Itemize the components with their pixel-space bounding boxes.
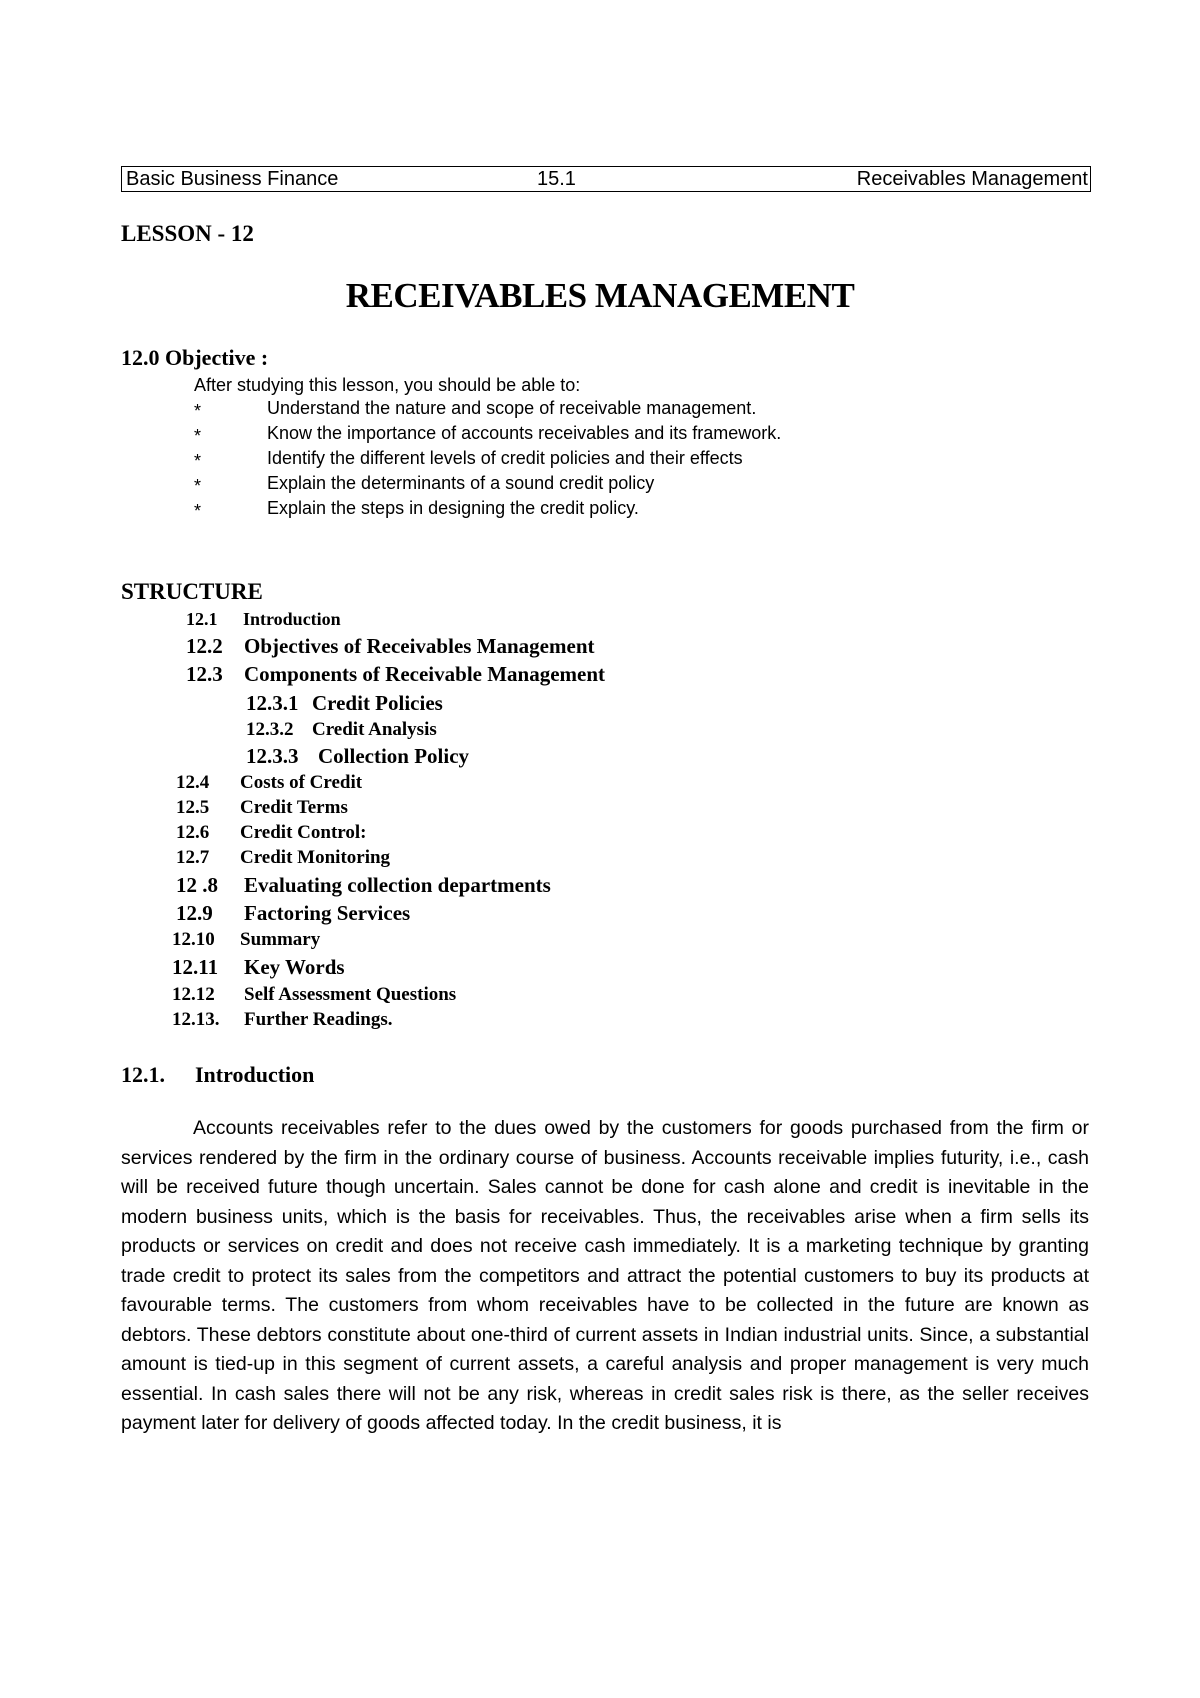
toc-label: Summary (240, 929, 321, 950)
toc-label: Key Words (244, 955, 345, 979)
bullet: * (194, 451, 202, 471)
toc-label: Introduction (243, 609, 341, 629)
objective-text: Explain the determinants of a sound credit policy (267, 473, 655, 493)
toc-number: 12.6 (176, 822, 210, 843)
toc-label: Components of Receivable Management (244, 662, 606, 686)
header-chapter: Receivables Management (856, 168, 1088, 190)
toc-label: Credit Analysis (312, 719, 437, 740)
header-page-number: 15.1 (537, 168, 576, 190)
bullet: * (194, 401, 202, 421)
introduction-heading (121, 1062, 315, 1088)
toc-number: 12.2 (186, 634, 223, 658)
toc-label: Credit Monitoring (240, 847, 391, 868)
toc-label: Collection Policy (318, 744, 470, 768)
objective-heading: 12.0 Objective : (121, 345, 269, 370)
toc-label: Further Readings. (244, 1009, 393, 1030)
toc-number: 12 .8 (176, 873, 218, 897)
objective-text: Identify the different levels of credit policies and their effects (267, 448, 743, 468)
toc-label: Factoring Services (244, 901, 411, 925)
toc-number: 12.3.2 (246, 719, 294, 740)
objective-text: Know the importance of accounts receivables and its framework. (267, 423, 782, 443)
structure-heading: STRUCTURE (121, 579, 263, 604)
objective-intro: After studying this lesson, you should be able to: (194, 375, 581, 395)
page-title: RECEIVABLES MANAGEMENT (345, 276, 855, 315)
toc-number: 12.3.1 (246, 691, 299, 715)
running-header (121, 166, 1091, 192)
toc-number: 12.9 (176, 901, 213, 925)
introduction-paragraph: Accounts receivables refer to the dues owed by the customers for goods purchased from the firm or services rendered by the firm in the ordinary course of business. Accounts receivable implies futurity, i.e., cash will be received future though uncertain. Sales cannot be done for cash alone and credit is inevitable in the modern business units, which is the basis for receivables. Thus, the receivables arise when a firm sells its products or services on credit and does not receive cash immediately. It is a marketing technique by granting trade credit to protect its sales from the competitors and attract the potential customers to buy its products at favourable terms. The customers from whom receivables have to be collected in the future are known as debtors. These debtors constitute about one-third of current assets in Indian industrial units. Since, a substantial amount is tied-up in this segment of current assets, a careful analysis and proper management is very much essential. In cash sales there will not be any risk, whereas in credit sales risk is there, as the seller receives payment later for delivery of goods affected today. In the credit business, it is (121, 1117, 1089, 1434)
section-title: Introduction (195, 1062, 315, 1087)
toc-number: 12.3 (186, 662, 223, 686)
bullet: * (194, 501, 202, 521)
toc-number: 12.5 (176, 797, 210, 818)
toc-number: 12.1 (186, 609, 218, 629)
bullet: * (194, 426, 202, 446)
toc-number: 12.3.3 (246, 744, 299, 768)
toc-number: 12.13. (172, 1009, 220, 1030)
toc-number: 12.10 (172, 929, 215, 950)
toc-label: Credit Control: (240, 822, 367, 843)
lesson-label: LESSON - 12 (121, 221, 254, 246)
toc-label: Credit Terms (240, 797, 348, 818)
section-number: 12.1. (121, 1062, 165, 1087)
toc-label: Objectives of Receivables Management (244, 634, 595, 658)
toc-number: 12.4 (176, 772, 210, 793)
objective-text: Explain the steps in designing the credit policy. (267, 498, 639, 518)
toc-label: Credit Policies (312, 691, 443, 715)
toc-number: 12.12 (172, 984, 215, 1005)
toc-label: Self Assessment Questions (244, 984, 457, 1005)
toc-number: 12.7 (176, 847, 210, 868)
toc-label: Costs of Credit (240, 772, 363, 793)
header-course: Basic Business Finance (126, 168, 339, 190)
toc-number: 12.11 (172, 955, 219, 979)
toc-label: Evaluating collection departments (244, 873, 551, 897)
objective-text: Understand the nature and scope of receivable management. (267, 398, 757, 418)
bullet: * (194, 476, 202, 496)
